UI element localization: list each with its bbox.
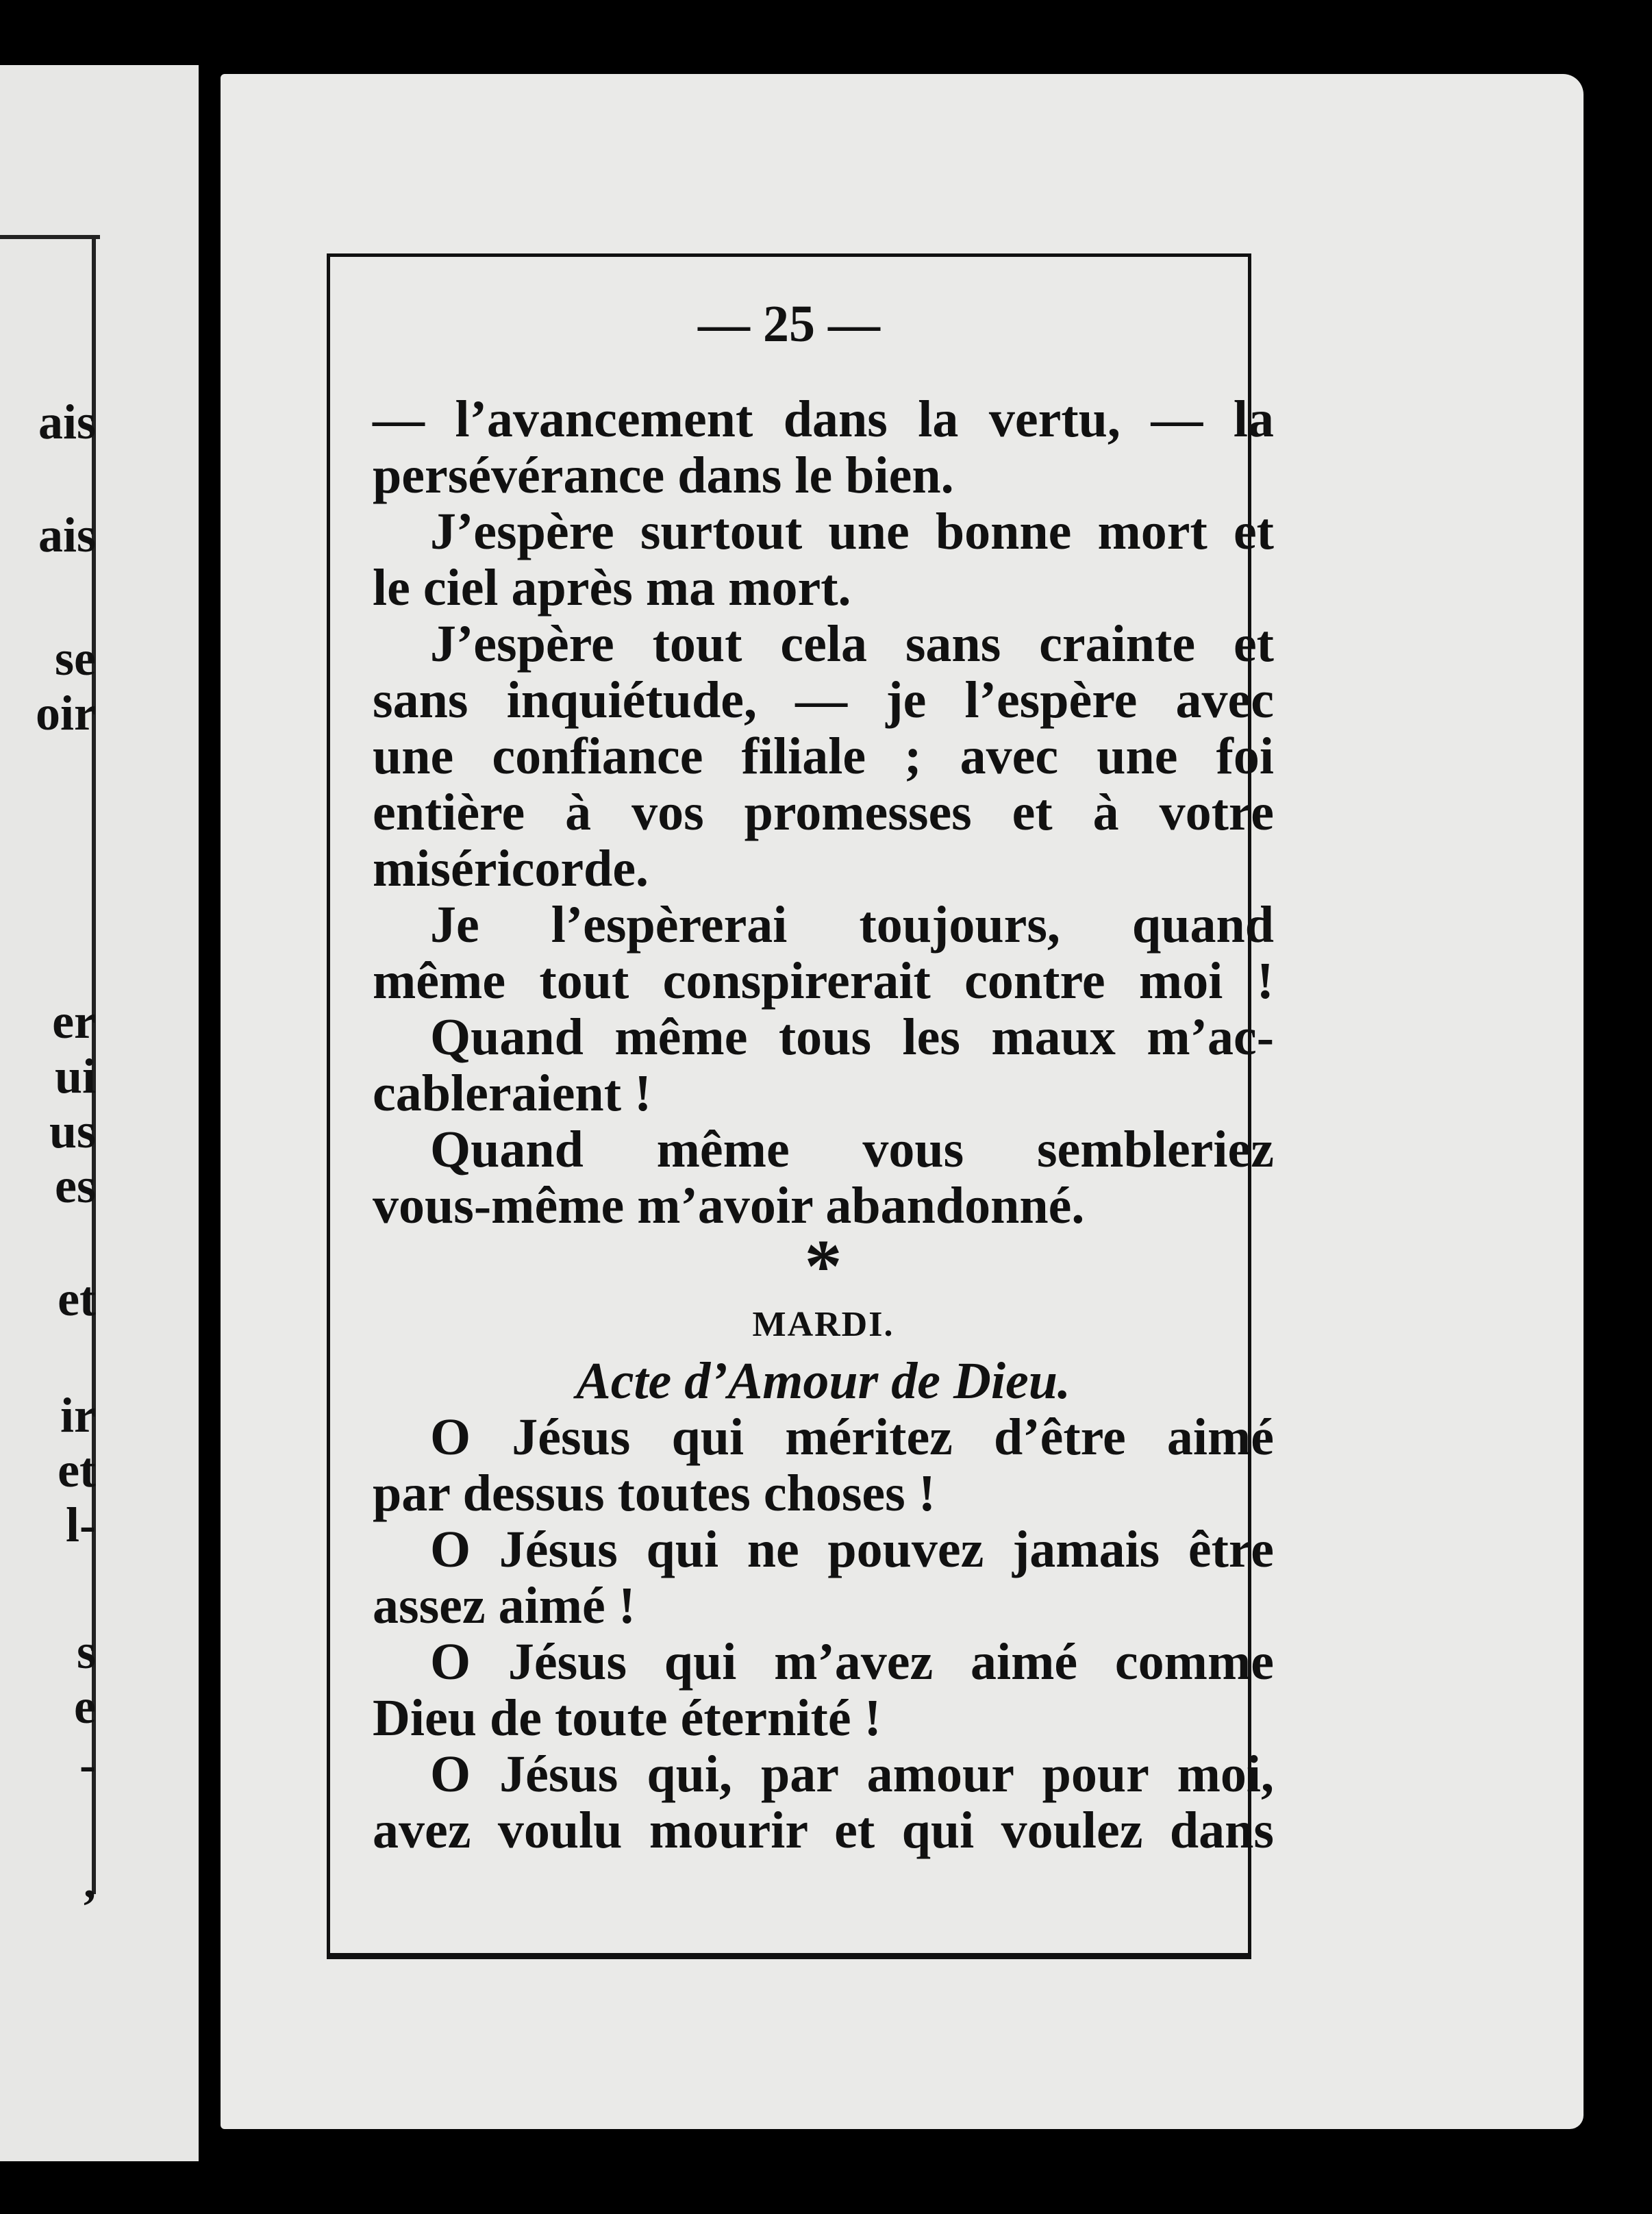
text-line: sans inquiétude, — je l’espère avec [373,671,1274,729]
text-line: persévérance dans le bien. [373,447,954,504]
left-text-fragment: oir [36,686,96,741]
text-line: Je l’espèrerai toujours, quand [430,896,1274,954]
left-text-fragment: us [49,1104,96,1158]
left-text-fragment: et [58,1443,96,1497]
text-line: assez aimé ! [373,1577,636,1634]
page-body [373,391,1274,1858]
left-text-fragment: ui [54,1049,96,1104]
left-page-top-rule [0,235,100,239]
text-line: O Jésus qui méritez d’être aimé [430,1408,1274,1466]
book-gutter [199,0,219,2214]
text-line: — l’avancement dans la vertu, — la [373,390,1274,448]
page-number: — 25 — [698,295,880,353]
text-line: Quand même tous les maux m’ac- [430,1008,1274,1066]
left-text-fragment: s [76,1624,96,1679]
section-heading: MARDI. [752,1305,894,1344]
book-page [221,74,1584,2129]
text-line: entière à vos promesses et à votre [373,784,1274,841]
left-text-fragment: es [55,1158,96,1213]
text-line: miséricorde. [373,840,649,897]
left-text-fragment: - [79,1737,96,1792]
page-frame [327,253,1274,1959]
text-line: vous-même m’avoir abandonné. [373,1177,1085,1234]
text-line: même tout conspirerait contre moi ! [373,952,1274,1010]
left-page-fragment [0,65,199,2161]
left-text-fragment: et [58,1271,96,1326]
left-text-fragment: ais [38,395,96,449]
text-line: O Jésus qui m’avez aimé comme [430,1633,1274,1691]
text-line: O Jésus qui, par amour pour moi, [430,1745,1274,1803]
section-subheading: Acte d’Amour de Dieu. [576,1352,1071,1410]
left-text-fragment: er [52,994,96,1049]
text-line: par dessus toutes choses ! [373,1465,936,1522]
text-line: Quand même vous sembleriez [430,1121,1274,1178]
left-text-fragment: e [74,1679,96,1734]
text-line: Dieu de toute éternité ! [373,1689,881,1747]
left-text-fragment: ir [60,1388,96,1443]
left-text-fragment: ais [38,508,96,562]
text-line: O Jésus qui ne pouvez jamais être [430,1521,1274,1578]
text-line: avez voulu mourir et qui voulez dans [373,1802,1274,1859]
section-separator: * [804,1224,842,1308]
text-line: cableraient ! [373,1065,652,1122]
left-text-fragment: , [84,1854,96,1908]
text-line: J’espère tout cela sans crainte et [430,615,1274,673]
left-text-fragment: l- [66,1497,96,1552]
text-line: J’espère surtout une bonne mort et [430,503,1274,560]
text-line: une confiance filiale ; avec une foi [373,727,1274,785]
text-line: le ciel après ma mort. [373,559,851,617]
left-text-fragment: se [55,631,96,686]
